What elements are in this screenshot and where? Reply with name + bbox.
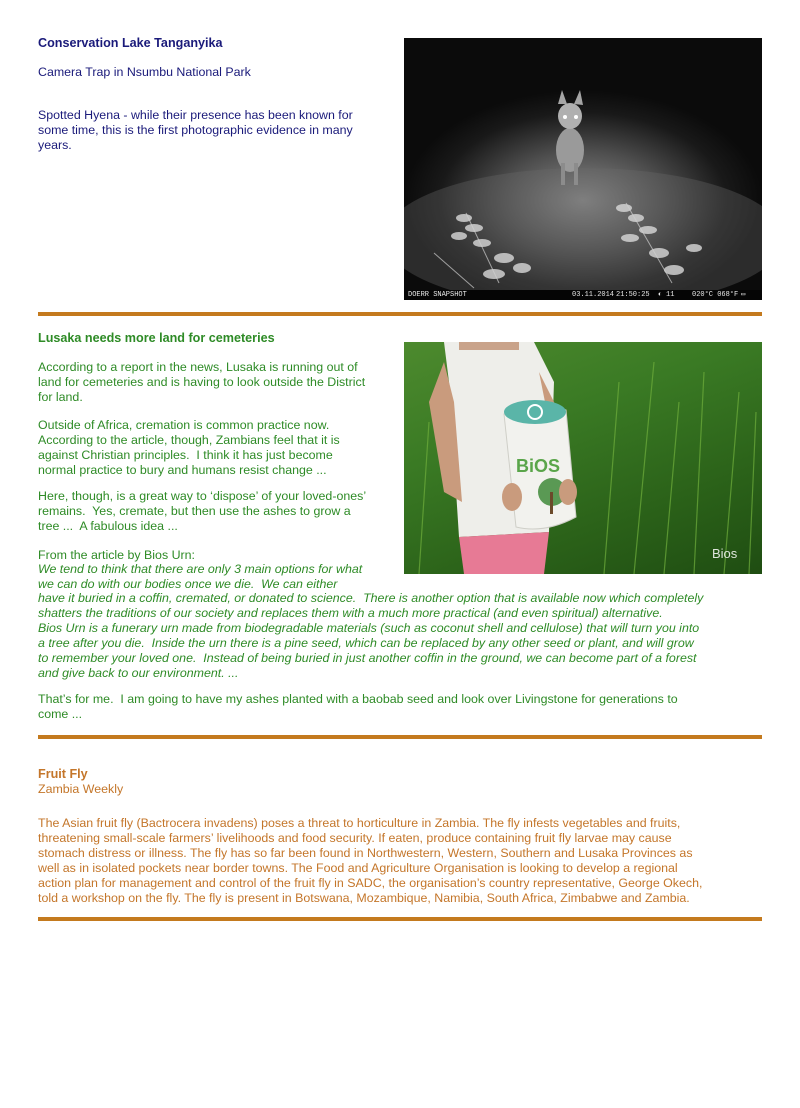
section3-body: The Asian fruit fly (Bactrocera invadens) poses a threat to horticulture in Zambia. The fly infests vegetables and fruits, threatening small-scale farmers’ livelihoods and food security. If eaten, produce containing fruit fly larvae may cause stomach distress or illness. The fly has so far been found in Northwestern, Western, Southern and Lusaka Provinces as well as in isolated pockets near border towns. The Food and Agriculture Organisation is looking to develop a regional action plan for management and control of the fruit fly in SADC, the organisation’s country representative, George Okech, told a workshop on the fly. The fly is present in Botswana, Mozambique, Namibia, South Africa, Zimbabwe and Zambia. xyxy=(38,816,703,905)
trap-moon: 11 xyxy=(666,291,675,299)
section3-source: Zambia Weekly xyxy=(38,782,124,796)
trap-temp: 020°C 068°F xyxy=(692,291,739,299)
section2-para1: According to a report in the news, Lusaka is running out of land for cemeteries and is having to look outside the District for land. xyxy=(38,360,366,404)
section2-closing: That’s for me. I am going to have my ashes planted with a baobab seed and look over Livingstone for generations to come ... xyxy=(38,692,678,721)
section2-para2: Outside of Africa, cremation is common practice now. According to the article, though, Zambians feel that it is against Christian principles. I think it has just become normal practice to bury and humans resist change ... xyxy=(38,418,340,477)
section3-title: Fruit Fly xyxy=(38,767,88,781)
section1-title: Conservation Lake Tanganyika xyxy=(38,36,223,50)
section2-quote-rest: have it buried in a coffin, cremated, or donated to science. There is another option that is available now which completely shatters the traditions of our society and replaces them with a much more practical (and even spiritual) alternative. Bios Urn is a funerary urn made from biodegradable materials (such as coconut shell and cellulose) that will turn you into a tree after you die. Inside the urn there is a pine seed, which can be replaced by any other seed or plant, and will grow to remember your loved one. Instead of being buried in just another coffin in the ground, we can become part of a forest and give back to our environment. ... xyxy=(38,591,704,680)
urn-label: BiOS xyxy=(516,456,561,476)
section2-quote-lead: We tend to think that there are only 3 main options for what we can do with our bodies once we die. We can either xyxy=(38,562,363,591)
moon-phase-icon: ◐ xyxy=(658,291,663,299)
section-divider xyxy=(38,312,762,316)
section2-source: From the article by Bios Urn: xyxy=(38,548,195,562)
section1-body: Spotted Hyena - while their presence has been known for some time, this is the first photographic evidence in many years. xyxy=(38,108,353,152)
camera-trap-info-bar xyxy=(404,290,762,300)
section1-subtitle: Camera Trap in Nsumbu National Park xyxy=(38,65,251,79)
bios-urn-photo xyxy=(404,342,762,574)
trap-time: 21:50:25 xyxy=(616,291,650,299)
battery-icon: ▭ xyxy=(741,291,746,299)
section-divider xyxy=(38,735,762,739)
trap-date: 03.11.2014 xyxy=(572,291,615,299)
hyena-camera-trap-photo xyxy=(404,38,762,300)
section-divider xyxy=(38,917,762,921)
section2-title: Lusaka needs more land for cemeteries xyxy=(38,331,275,345)
section2-para3: Here, though, is a great way to ‘dispose’ of your loved-ones’ remains. Yes, cremate, but then use the ashes to grow a tree ... A fabulous idea ... xyxy=(38,489,367,533)
bios-watermark: Bios xyxy=(712,546,738,561)
trap-brand: DOERR SNAPSHOT xyxy=(408,291,467,299)
